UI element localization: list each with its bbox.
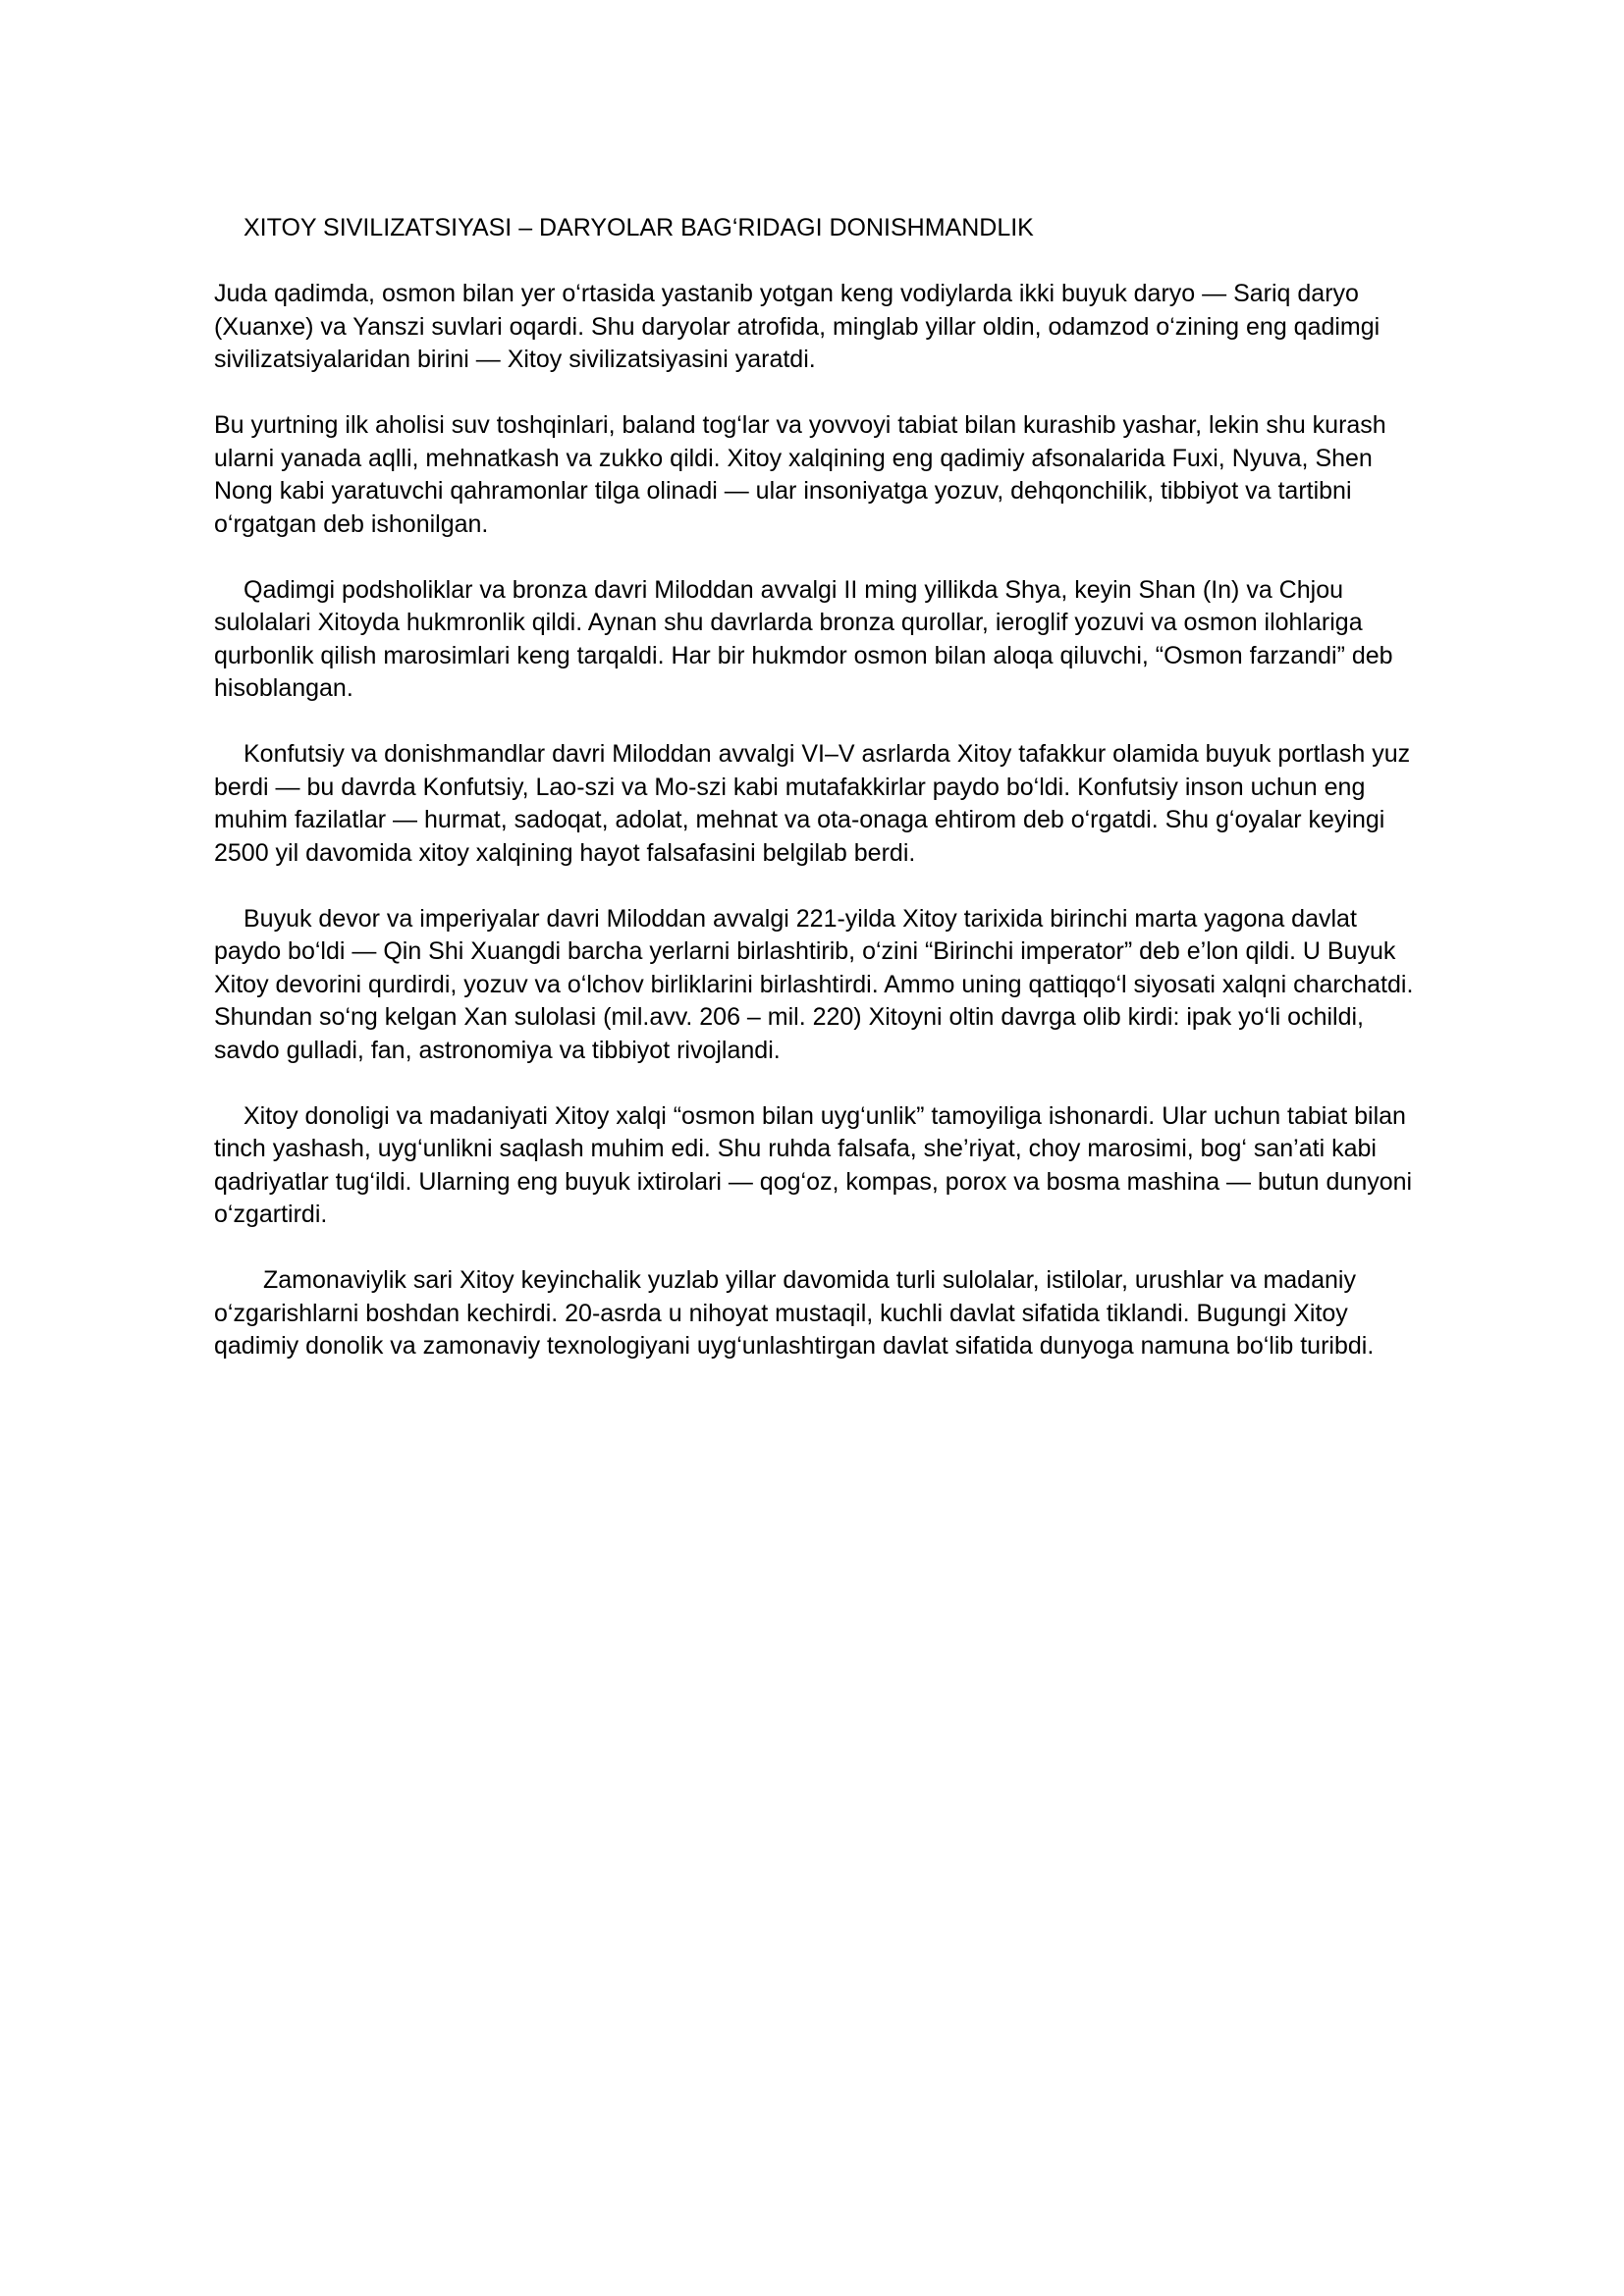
paragraph-indent: [214, 576, 244, 604]
paragraph-intro: Juda qadimda, osmon bilan yer o‘rtasida yastanib yotgan keng vodiylarda ikki buyuk daryo — Sariq daryo (Xuanxe) va Yanszi suvlari oqardi. Shu daryolar atrofida, minglab yillar oldin, odamzod o‘zining eng qadimgi sivilizatsiyalaridan birini — Xitoy sivilizatsiyasini yaratdi.: [214, 280, 1380, 373]
paragraph-modernity-text: Zamonaviylik sari Xitoy keyinchalik yuzlab yillar davomida turli sulolalar, istilolar, urushlar va madaniy o‘zgarishlarni boshdan kechirdi. 20-asrda u nihoyat mustaqil, kuchli davlat sifatida tiklandi. Bugungi Xitoy qadimiy donolik va zamonaviy texnologiyani uyg‘unlashtirgan davlat sifatida dunyoga namuna bo‘lib turibdi.: [214, 1266, 1375, 1360]
paragraph-early-inhabitants: Bu yurtning ilk aholisi suv toshqinlari, baland tog‘lar va yovvoyi tabiat bilan kurashib yashar, lekin shu kurash ularni yanada aqlli, mehnatkash va zukko qildi. Xitoy xalqining eng qadimiy afsonalarida Fuxi, Nyuva, Shen Nong kabi yaratuvchi qahramonlar tilga olinadi — ular insoniyatga yozuv, dehqonchilik, tibbiyot va tartibni o‘rgatgan deb ishonilgan.: [214, 411, 1386, 538]
paragraph-indent: [214, 1266, 263, 1294]
paragraph-confucius: [214, 738, 1427, 870]
paragraph-indent: [214, 740, 244, 768]
paragraph-confucius-text: Konfutsiy va donishmandlar davri Miloddan avvalgi VI–V asrlarda Xitoy tafakkur olamida buyuk portlash yuz berdi — bu davrda Konfutsiy, Lao-szi va Mo-szi kabi mutafakkirlar paydo bo‘ldi. Konfutsiy inson uchun eng muhim fazilatlar — hurmat, sadoqat, adolat, mehnat va ota-onaga ehtirom deb o‘rgatdi. Shu g‘oyalar keyingi 2500 yil davomida xitoy xalqining hayot falsafasini belgilab berdi.: [214, 740, 1411, 867]
document-title: XITOY SIVILIZATSIYASI – DARYOLAR BAG‘RIDAGI DONISHMANDLIK: [244, 214, 1034, 241]
paragraph-culture: [214, 1100, 1427, 1232]
paragraph-great-wall: [214, 903, 1427, 1068]
paragraph-bronze-age: [214, 574, 1427, 706]
paragraph-culture-text: Xitoy donoligi va madaniyati Xitoy xalqi “osmon bilan uyg‘unlik” tamoyiliga ishonardi. Ular uchun tabiat bilan tinch yashash, uyg‘unlikni saqlash muhim edi. Shu ruhda falsafa, she’riyat, choy marosimi, bog‘ san’ati kabi qadriyatlar tug‘ildi. Ularning eng buyuk ixtirolari — qog‘oz, kompas, porox va bosma mashina — butun dunyoni o‘zgartirdi.: [214, 1101, 1413, 1228]
paragraph-bronze-age-text: Qadimgi podsholiklar va bronza davri Miloddan avvalgi II ming yillikda Shya, keyin Shan (In) va Chjou sulolalari Xitoyda hukmronlik qildi. Aynan shu davrlarda bronza qurollar, ieroglif yozuvi va osmon ilohlariga qurbonlik qilish marosimlari keng tarqaldi. Har bir hukmdor osmon bilan aloqa qiluvchi, “Osmon farzandi” deb hisoblangan.: [214, 575, 1393, 702]
paragraph-great-wall-text: Buyuk devor va imperiyalar davri Miloddan avvalgi 221-yilda Xitoy tarixida birinchi marta yagona davlat paydo bo‘ldi — Qin Shi Xuangdi barcha yerlarni birlashtirib, o‘zini “Birinchi imperator” deb e’lon qildi. U Buyuk Xitoy devorini qurdirdi, yozuv va o‘lchov birliklarini birlashtirdi. Ammo uning qattiqqo‘l siyosati xalqni charchatdi. Shundan so‘ng kelgan Xan sulolasi (mil.avv. 206 – mil. 220) Xitoyni oltin davrga olib kirdi: ipak yo‘li ochildi, savdo gulladi, fan, astronomiya va tibbiyot rivojlandi.: [214, 904, 1414, 1064]
paragraph-modernity: [214, 1264, 1427, 1363]
paragraph-indent: [214, 1102, 244, 1130]
document-page: [214, 212, 1427, 1396]
paragraph-indent: [214, 905, 244, 933]
